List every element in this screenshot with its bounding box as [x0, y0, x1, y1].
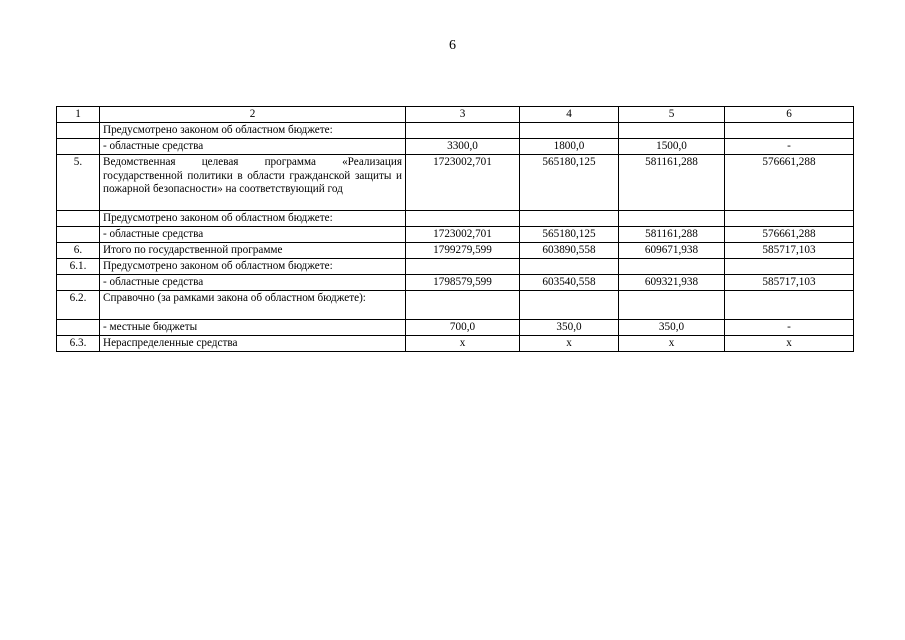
row-number — [57, 211, 100, 227]
value-col5: х — [619, 336, 725, 352]
table-row — [57, 211, 854, 227]
value-col3 — [406, 291, 520, 320]
row-number — [57, 227, 100, 243]
value-col5 — [619, 123, 725, 139]
row-number: 6.1. — [57, 259, 100, 275]
row-description: Предусмотрено законом об областном бюджете: — [100, 123, 406, 139]
table-row — [57, 155, 854, 211]
table-row — [57, 139, 854, 155]
row-description: - областные средства — [100, 227, 406, 243]
value-col3: 1799279,599 — [406, 243, 520, 259]
value-col4: 565180,125 — [520, 227, 619, 243]
value-col5: 1500,0 — [619, 139, 725, 155]
value-col6 — [725, 259, 854, 275]
table-header-row — [57, 107, 854, 123]
value-col4 — [520, 259, 619, 275]
row-number — [57, 320, 100, 336]
row-number: 6. — [57, 243, 100, 259]
row-description: Ведомственная целевая программа «Реализация государственной политики в области гражданской защиты и пожарной безопасности» на соответствующий год — [100, 155, 406, 211]
row-description: Нераспределенные средства — [100, 336, 406, 352]
value-col5: 609671,938 — [619, 243, 725, 259]
value-col6 — [725, 123, 854, 139]
value-col5 — [619, 259, 725, 275]
row-description: Предусмотрено законом об областном бюджете: — [100, 211, 406, 227]
column-number-1: 1 — [57, 107, 100, 123]
value-col3 — [406, 123, 520, 139]
table-row — [57, 275, 854, 291]
budget-table — [56, 106, 854, 352]
column-number-5: 5 — [619, 107, 725, 123]
row-description: - областные средства — [100, 139, 406, 155]
row-number — [57, 139, 100, 155]
column-number-6: 6 — [725, 107, 854, 123]
table-row — [57, 336, 854, 352]
value-col6: 576661,288 — [725, 155, 854, 211]
value-col4: х — [520, 336, 619, 352]
value-col6 — [725, 211, 854, 227]
row-description: - областные средства — [100, 275, 406, 291]
value-col6: 576661,288 — [725, 227, 854, 243]
value-col6: 585717,103 — [725, 275, 854, 291]
row-description: Справочно (за рамками закона об областном бюджете): — [100, 291, 406, 320]
value-col5 — [619, 211, 725, 227]
value-col4: 603890,558 — [520, 243, 619, 259]
value-col6: - — [725, 320, 854, 336]
row-description: - местные бюджеты — [100, 320, 406, 336]
table-row — [57, 227, 854, 243]
value-col5: 609321,938 — [619, 275, 725, 291]
value-col3: 1723002,701 — [406, 227, 520, 243]
table-row — [57, 291, 854, 320]
value-col3 — [406, 211, 520, 227]
row-number — [57, 275, 100, 291]
table-row — [57, 123, 854, 139]
value-col5: 581161,288 — [619, 227, 725, 243]
column-number-3: 3 — [406, 107, 520, 123]
value-col3: 3300,0 — [406, 139, 520, 155]
column-number-2: 2 — [100, 107, 406, 123]
value-col6 — [725, 291, 854, 320]
table-row — [57, 243, 854, 259]
row-number: 6.2. — [57, 291, 100, 320]
table-row — [57, 320, 854, 336]
value-col6: - — [725, 139, 854, 155]
value-col5: 581161,288 — [619, 155, 725, 211]
value-col4: 603540,558 — [520, 275, 619, 291]
value-col5 — [619, 291, 725, 320]
value-col4: 350,0 — [520, 320, 619, 336]
value-col6: 585717,103 — [725, 243, 854, 259]
value-col4: 1800,0 — [520, 139, 619, 155]
value-col4 — [520, 123, 619, 139]
value-col3: х — [406, 336, 520, 352]
value-col3: 700,0 — [406, 320, 520, 336]
value-col3: 1798579,599 — [406, 275, 520, 291]
value-col3 — [406, 259, 520, 275]
value-col4 — [520, 211, 619, 227]
row-number — [57, 123, 100, 139]
value-col3: 1723002,701 — [406, 155, 520, 211]
row-description: Предусмотрено законом об областном бюджете: — [100, 259, 406, 275]
row-number: 6.3. — [57, 336, 100, 352]
value-col6: х — [725, 336, 854, 352]
value-col4: 565180,125 — [520, 155, 619, 211]
column-number-4: 4 — [520, 107, 619, 123]
page-number: 6 — [449, 38, 456, 53]
value-col5: 350,0 — [619, 320, 725, 336]
value-col4 — [520, 291, 619, 320]
table-row — [57, 259, 854, 275]
row-number: 5. — [57, 155, 100, 211]
row-description: Итого по государственной программе — [100, 243, 406, 259]
